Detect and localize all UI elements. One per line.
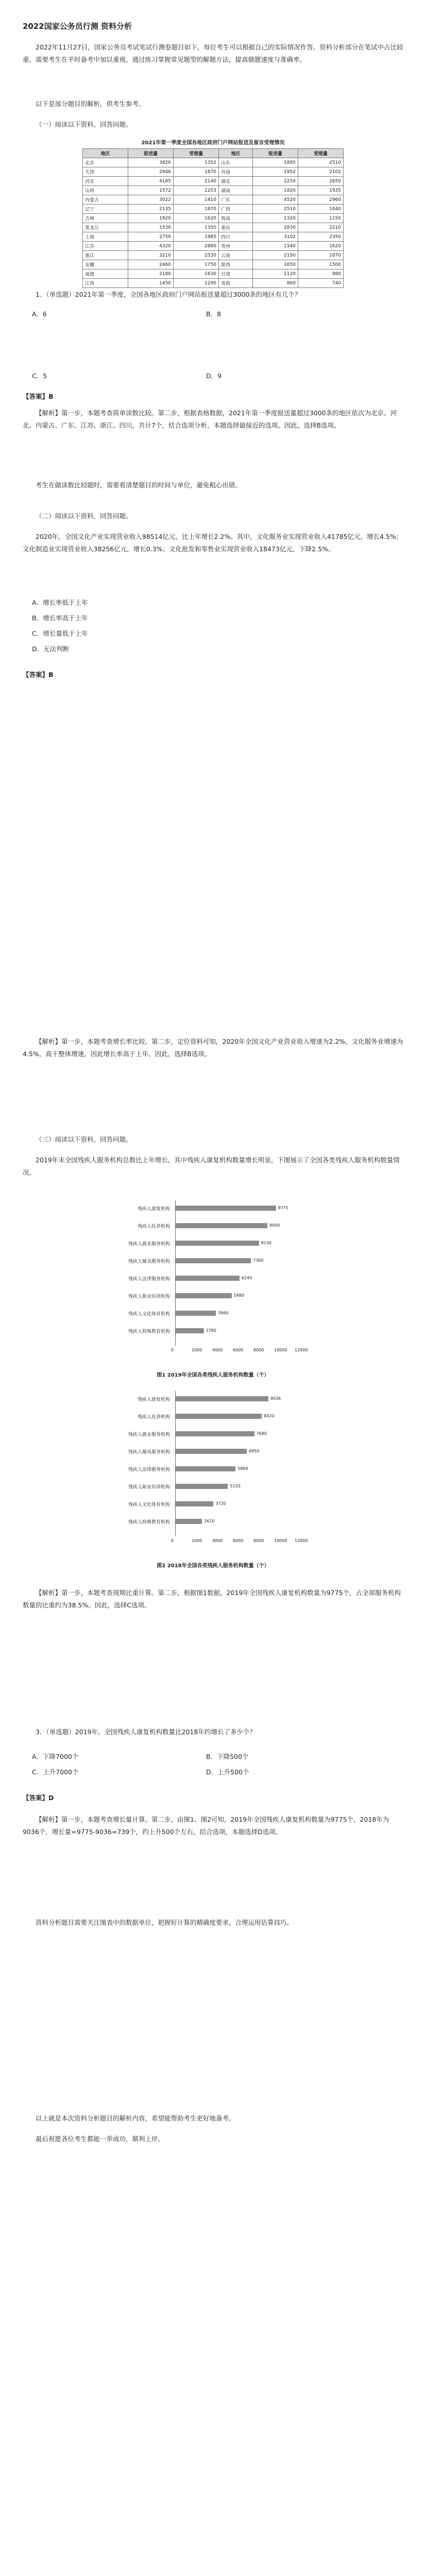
table-1-cell: 2880: [173, 242, 218, 251]
chart-value-label: 9036: [270, 1396, 281, 1401]
chart-tick-label: 4000: [212, 1538, 223, 1543]
chart-category-label: 残疾人职业培训机构: [128, 1294, 170, 1299]
table-1-header-cell: 受理量: [173, 149, 218, 158]
question-1-option-d: D．9: [206, 372, 222, 380]
chart-value-label: 2780: [206, 1328, 216, 1333]
question-1-explanation: 【解析】第一步，本题考查简单读数比较。第二步，根据表格数据，2021年第一季度报送量超过3000条的地区依次为北京、河北、内蒙古、广东、江苏、浙江、四川，共计7个，结合选项分析，本题选择最接近的选项。因此，选择B选项。: [23, 409, 397, 429]
table-1-cell: 1870: [173, 167, 218, 177]
table-1-cell: 2946: [128, 167, 173, 177]
table-1-cell: 2510: [252, 205, 298, 214]
table-1-cell: 江苏: [83, 242, 128, 251]
chart-category-label: 残疾人辅具服务机构: [128, 1259, 170, 1264]
table-1-cell: 2250: [252, 177, 298, 186]
chart-tick-label: 2000: [192, 1538, 202, 1543]
chart-bar: [175, 1501, 213, 1506]
table-1-header-cell: 地区: [218, 149, 252, 158]
table-1-cell: 1920: [128, 214, 173, 223]
answer-3: 【答案】D: [23, 1794, 54, 1802]
table-1-cell: 1540: [252, 242, 298, 251]
chart-bar: [175, 1396, 268, 1401]
table-1-cell: 青海: [218, 279, 252, 288]
table-1-cell: 1290: [173, 279, 218, 288]
table-1-cell: 1410: [173, 195, 218, 205]
table-1-cell: 1895: [252, 158, 298, 167]
chart-bar: [175, 1328, 204, 1333]
table-1-row: [83, 167, 344, 177]
question-2-option-d: D．无法判断: [32, 645, 70, 653]
chart-value-label: 8420: [264, 1414, 275, 1418]
chart-category-label: 残疾人托养机构: [137, 1415, 170, 1420]
chart-bar: [175, 1223, 267, 1228]
table-1-cell: 福建: [83, 269, 128, 279]
table-1-header-cell: 地区: [83, 149, 128, 158]
chart-category-label: 残疾人职业培训机构: [128, 1485, 170, 1490]
chart-bar: [175, 1206, 276, 1211]
table-1-cell: 2460: [128, 260, 173, 269]
table-1-cell: 2960: [298, 195, 343, 205]
table-1-cell: 4320: [128, 242, 173, 251]
chart-bar: [175, 1466, 235, 1471]
chart-value-label: 7680: [256, 1431, 267, 1436]
table-1-cell: 云南: [218, 251, 252, 260]
table-1-row: [83, 177, 344, 186]
table-1-cell: 2102: [298, 167, 343, 177]
question-3-explanation-2: 【解析】第一步，本题考查增长量计算。第二步，由图1、图2可知，2019年全国残疾人康复机构数量为9775个，2018年为9036个，增长量=9775-9036=739个，约上升500个左右，结合选项，本题选择D选项。: [23, 1816, 389, 1836]
question-3-option-b: B．下降500个: [206, 1753, 249, 1760]
table-1-cell: 北京: [83, 158, 128, 167]
table-1-cell: 1620: [298, 242, 343, 251]
chart-bar: [175, 1258, 251, 1263]
table-1-cell: 湖南: [218, 186, 252, 195]
chart-category-label: 残疾人特殊教育机构: [128, 1329, 170, 1334]
table-1-cell: 陕西: [218, 260, 252, 269]
table-1-cell: 3102: [252, 232, 298, 242]
chart-tick-label: 4000: [212, 1348, 223, 1352]
table-1-cell: 1352: [173, 158, 218, 167]
chart-value-label: 2610: [204, 1519, 215, 1523]
chart-value-label: 7360: [253, 1258, 264, 1263]
chart-tick-label: 10000: [274, 1538, 287, 1543]
chart-1: [93, 1200, 319, 1365]
chart-bar: [175, 1276, 240, 1281]
table-1-cell: 2510: [298, 158, 343, 167]
table-1-row: [83, 158, 344, 167]
table-1-row: [83, 232, 344, 242]
table-1-cell: 1952: [252, 167, 298, 177]
table-1-cell: 1120: [252, 269, 298, 279]
table-1-cell: 2350: [298, 232, 343, 242]
chart-1-caption: 图1 2019年全国各类残疾人服务机构数量（个）: [157, 1372, 269, 1378]
question-2-option-c: C．增长量低于上年: [32, 630, 88, 637]
chart-value-label: 3720: [215, 1501, 226, 1506]
chart-category-label: 残疾人文化体育机构: [128, 1502, 170, 1507]
table-1-cell: 1500: [298, 260, 343, 269]
chart-tick-label: 12000: [295, 1538, 308, 1543]
question-1-option-a: A．6: [32, 310, 47, 318]
table-1-cell: 2180: [128, 269, 173, 279]
chart-value-label: 5120: [230, 1484, 241, 1488]
table-1-row: [83, 279, 344, 288]
chart-tick-label: 6000: [233, 1538, 244, 1543]
table-1-row: [83, 251, 344, 260]
question-3-explanation: 【解析】第一步，本题考查现期比重计算。第二步，根据图1数据，2019年全国残疾人康复机构数量为9775个，占全部服务机构数量的比重约为38.5%。因此，选择C选项。: [23, 1589, 401, 1609]
chart-bar: [175, 1311, 216, 1316]
table-1-header-cell: 报送量: [128, 149, 173, 158]
table-1-cell: 甘肃: [218, 269, 252, 279]
table-1-cell: 1820: [252, 186, 298, 195]
table-1-cell: 1150: [298, 214, 343, 223]
table-1-row: [83, 195, 344, 205]
table-1-cell: 1630: [173, 269, 218, 279]
table-1-cell: 2150: [252, 251, 298, 260]
table-1-cell: 2530: [173, 251, 218, 260]
chart-tick-label: 8000: [253, 1348, 264, 1352]
chart-category-label: 残疾人康复机构: [137, 1207, 170, 1212]
table-1-row: [83, 205, 344, 214]
table-1-cell: 1620: [173, 214, 218, 223]
table-1-cell: 安徽: [83, 260, 128, 269]
table-1-cell: 1870: [298, 251, 343, 260]
question-1-option-c: C．5: [32, 372, 47, 380]
table-1-cell: 江西: [83, 279, 128, 288]
closing-paragraph-2: 最后祝愿各位考生都能一举成功，顺利上岸。: [36, 2135, 165, 2143]
table-1-cell: 1840: [298, 205, 343, 214]
question-1-text: 1．（单选题）2021年第一季度，全国各地区政府门户网站报送量超过3000条的地区有几个？: [36, 291, 301, 298]
table-1-cell: 1985: [173, 232, 218, 242]
table-1-cell: 广西: [218, 205, 252, 214]
table-1-cell: 1750: [173, 260, 218, 269]
table-1-cell: 贵州: [218, 242, 252, 251]
chart-2: [93, 1391, 319, 1556]
table-1-title: 2021年第一季度全国各地区政府门户网站报送及留言受理情况: [141, 140, 285, 146]
table-1-cell: 四川: [218, 232, 252, 242]
table-1-cell: 1572: [128, 186, 173, 195]
table-1-cell: 1350: [173, 223, 218, 232]
table-1-cell: 辽宁: [83, 205, 128, 214]
table-1-cell: 黑龙江: [83, 223, 128, 232]
table-1-row: [83, 223, 344, 232]
table-1-cell: 1320: [252, 214, 298, 223]
chart-axis: [175, 1391, 176, 1536]
table-1-row: [83, 242, 344, 251]
table-1-header-cell: 报送量: [252, 149, 298, 158]
table-1-cell: 重庆: [218, 223, 252, 232]
table-1-cell: 河北: [83, 177, 128, 186]
table-1-cell: 2140: [173, 177, 218, 186]
table-1-cell: 山西: [83, 186, 128, 195]
chart-bar: [175, 1293, 232, 1298]
table-1-cell: 广东: [218, 195, 252, 205]
intro-paragraph: 2022年11月27日，国家公务员考试笔试行测卷题目如下，每位考生可以根据自己的实际情况作答。资料分析部分在笔试中占比较重，需要考生在平时备考中加以重视，通过练习掌握常见题型的解题方法，提高做题速度与准确率。: [23, 43, 403, 63]
chart-bar: [175, 1519, 202, 1524]
question-3-option-d: D．上升500个: [206, 1768, 249, 1776]
table-1-cell: 4185: [128, 177, 173, 186]
chart-category-label: 残疾人特殊教育机构: [128, 1520, 170, 1525]
chart-value-label: 6240: [241, 1276, 252, 1280]
chart-tick-label: 2000: [192, 1348, 202, 1352]
document-title: 2022国家公务员行测 资料分析: [23, 22, 132, 31]
chart-2-caption: 图2 2018年全国各类残疾人服务机构数量（个）: [157, 1563, 269, 1569]
chart-category-label: 残疾人就业服务机构: [128, 1242, 170, 1247]
chart-value-label: 8950: [269, 1223, 280, 1228]
question-2-heading: （二）阅读以下资料，回答问题。: [36, 512, 132, 520]
table-1-cell: 吉林: [83, 214, 128, 223]
chart-tick-label: 12000: [295, 1348, 308, 1352]
table-1-header-cell: 受理量: [298, 149, 343, 158]
chart-category-label: 残疾人托养机构: [137, 1224, 170, 1229]
table-1-cell: 内蒙古: [83, 195, 128, 205]
table-1-cell: 980: [298, 269, 343, 279]
table-1-cell: 上海: [83, 232, 128, 242]
chart-value-label: 3960: [218, 1311, 229, 1315]
question-3-option-a: A．下降7000个: [32, 1753, 79, 1760]
chart-bar: [175, 1484, 228, 1489]
table-1-cell: 河南: [218, 167, 252, 177]
table-1-cell: 1650: [252, 260, 298, 269]
chart-category-label: 残疾人就业服务机构: [128, 1432, 170, 1437]
chart-category-label: 残疾人法律服务机构: [128, 1467, 170, 1472]
question-1-tip: 考生在做读数比较题时，需要看清楚题目的时间与单位，避免粗心出错。: [36, 481, 242, 489]
chart-category-label: 残疾人文化体育机构: [128, 1312, 170, 1317]
table-1-cell: 湖北: [218, 177, 252, 186]
chart-value-label: 8130: [261, 1241, 271, 1245]
table-1: [82, 148, 344, 288]
table-1-cell: 4520: [252, 195, 298, 205]
chart-value-label: 5480: [233, 1293, 244, 1298]
chart-axis: [175, 1200, 176, 1346]
table-1-cell: 海南: [218, 214, 252, 223]
question-2-option-a: A．增长率低于上年: [32, 599, 88, 606]
table-1-cell: 1450: [128, 279, 173, 288]
question-3-text: 2019年末全国残疾人服务机构总数比上年增长，其中残疾人康复机构数量增长明显，下图展示了全国各类残疾人服务机构数量情况。: [23, 1156, 400, 1176]
chart-tick-label: 0: [171, 1348, 174, 1352]
question-2-text: 2020年，全国文化产业实现营业收入98514亿元，比上年增长2.2%。其中，文化服务业实现营业收入41785亿元，增长4.5%；文化制造业实现营业收入38256亿元，增长0.3%；文化批发和零售业实现营业收入18473亿元，下降2.5%。: [23, 533, 403, 553]
table-1-cell: 2210: [298, 223, 343, 232]
chart-value-label: 6950: [249, 1449, 260, 1453]
question-3-tip: 资料分析题目需要关注图表中的数据单位，把握好计算的精确度要求，合理运用估算技巧。: [36, 1919, 294, 1926]
question-1-heading: （一）阅读以下资料，回答问题。: [36, 121, 132, 128]
chart-bar: [175, 1431, 254, 1436]
question-1-option-b: B．8: [206, 310, 221, 318]
closing-paragraph: 以上就是本次资料分析题目的解析内容，希望能帮助考生更好地备考。: [36, 2114, 235, 2122]
chart-value-label: 9775: [278, 1206, 288, 1210]
table-1-cell: 2135: [128, 205, 173, 214]
table-1-cell: 山东: [218, 158, 252, 167]
table-1-cell: 1935: [298, 186, 343, 195]
answer-2: 【答案】B: [23, 671, 54, 679]
table-1-cell: 2750: [128, 232, 173, 242]
chart-tick-label: 8000: [253, 1538, 264, 1543]
table-1-cell: 天津: [83, 167, 128, 177]
chart-category-label: 残疾人康复机构: [137, 1397, 170, 1402]
table-1-row: [83, 269, 344, 279]
intro-paragraph-2: 以下是部分题目的解析，供考生参考。: [36, 100, 145, 108]
table-1-cell: 3820: [128, 158, 173, 167]
table-1-cell: 3210: [128, 251, 173, 260]
question-2-option-b: B．增长率高于上年: [32, 614, 88, 622]
question-3-heading: （三）阅读以下资料，回答问题。: [36, 1136, 132, 1143]
chart-bar: [175, 1241, 259, 1246]
table-1-cell: 1870: [173, 205, 218, 214]
table-1-cell: 浙江: [83, 251, 128, 260]
table-1-row: [83, 214, 344, 223]
answer-1: 【答案】B: [23, 393, 54, 400]
table-1-row: [83, 260, 344, 269]
chart-tick-label: 10000: [274, 1348, 287, 1352]
chart-category-label: 残疾人法律服务机构: [128, 1277, 170, 1282]
chart-value-label: 5860: [237, 1466, 248, 1471]
table-1-cell: 1530: [128, 223, 173, 232]
question-3-option-c: C．上升7000个: [32, 1768, 79, 1776]
chart-category-label: 残疾人辅具服务机构: [128, 1450, 170, 1455]
question-2-explanation: 【解析】第一步，本题考查增长率比较。第二步，定位资料可知，2020年全国文化产业营业收入增速为2.2%，文化服务业增速为4.5%，高于整体增速，因此增长率高于上年。因此，选择B选项。: [23, 1038, 403, 1058]
chart-tick-label: 6000: [233, 1348, 244, 1352]
table-1-cell: 3022: [128, 195, 173, 205]
table-1-cell: 2830: [252, 223, 298, 232]
table-1-cell: 740: [298, 279, 343, 288]
question-3-question: 3．（单选题）2019年，全国残疾人康复机构数量比2018年约增长了多少个？: [36, 1728, 256, 1736]
chart-bar: [175, 1449, 247, 1454]
table-1-header-row: [83, 149, 344, 158]
chart-tick-label: 0: [171, 1538, 174, 1543]
chart-bar: [175, 1414, 262, 1419]
table-1-cell: 860: [252, 279, 298, 288]
table-1-cell: 1203: [173, 186, 218, 195]
table-1-row: [83, 186, 344, 195]
table-1-cell: 2650: [298, 177, 343, 186]
